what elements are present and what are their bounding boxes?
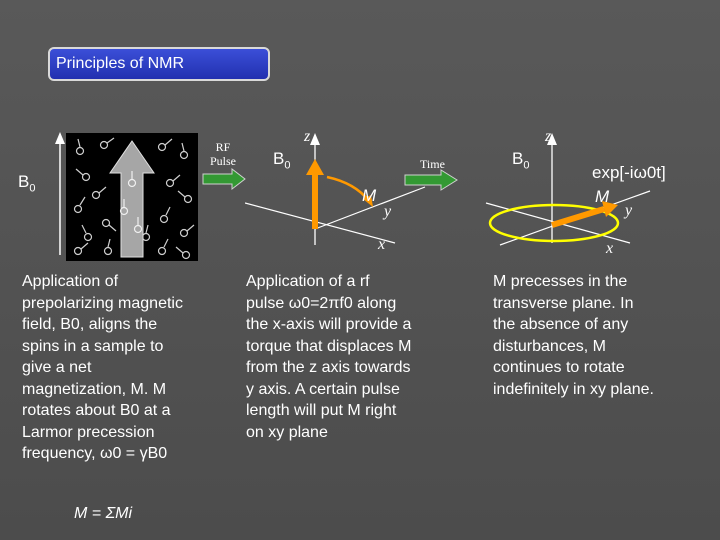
b0-label-panel1: $B_0$: [18, 172, 36, 195]
m-label-panel3: M: [595, 187, 610, 206]
x-label-panel2: x: [378, 236, 386, 253]
magnetization-formula: M = ΣMi: [74, 505, 133, 522]
rf-pulse-arrow: [202, 168, 246, 190]
rotating-frame-axes: [245, 125, 475, 255]
y-label-panel3: y: [625, 202, 633, 219]
y-label-panel2: y: [384, 203, 392, 220]
x-label-panel3: x: [606, 240, 614, 257]
precession-exp-label: exp[-iω0t]: [592, 163, 666, 182]
magnetization-vector: [552, 209, 604, 225]
m-label-panel2: M: [362, 186, 377, 205]
title-box: [48, 47, 270, 81]
panel3-paragraph: M precesses in the transverse plane. In the absence of any disturbances, M continues to rotate indefinitely in xy plane.: [493, 273, 654, 398]
panel1-paragraph: Application of prepolarizing magnetic field, B0, aligns the spins in a sample to give a net magnetization, M. M rotates about B0 at a Larmor precession frequency, ω0 = γB0: [22, 273, 183, 462]
time-label: Time: [420, 157, 445, 171]
precession-axes: [480, 125, 680, 255]
spin-sample: [66, 133, 198, 261]
z-label-panel2: z: [304, 128, 311, 145]
b0-label-panel2: $B_0$: [273, 149, 291, 172]
z-label-panel3: z: [545, 128, 552, 145]
time-arrow: [405, 170, 457, 190]
x-axis: [245, 203, 395, 243]
panel2-paragraph: Application of a rf pulse ω0=2πf0 along the x-axis will provide a torque that displaces M from the z axis towards y axis. A certain pulse length will put M right on xy plane: [246, 273, 412, 441]
page-title: Principles of NMR: [56, 55, 185, 72]
rf-pulse-label: RF Pulse: [210, 140, 237, 168]
b0-label-panel3: $B_0$: [512, 149, 530, 172]
